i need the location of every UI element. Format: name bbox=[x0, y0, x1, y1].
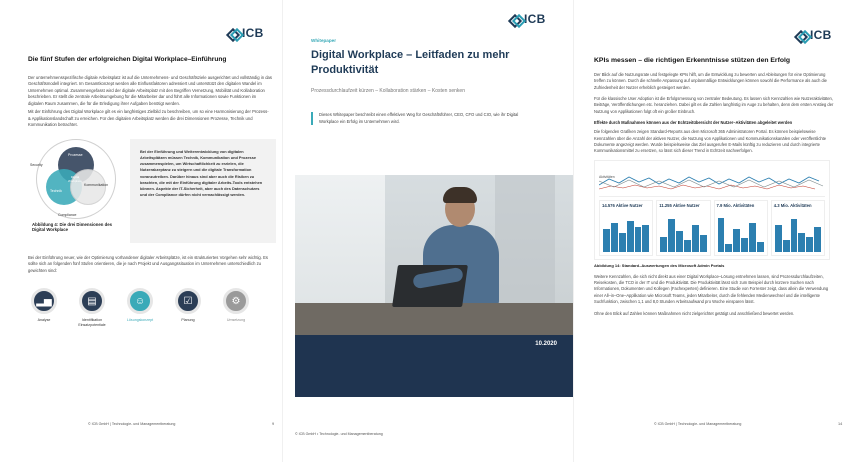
paragraph: Für die klassische User Adoption ist die Erfolgsmessung von zentraler Bedeutung. Es lassen sich Kennzahlen wie Nutzeraktivitäten, Beiträge, Veröffentlichungen etc. heranziehen. Dabei gilt es die Zahlen langfristig im Auge zu behalten, denn dem ersten Anstieg der Nutzung von Applikationen folgt oft ein großer Einbruch. bbox=[594, 96, 834, 114]
cover-subtitle: Prozessdurchlaufzeit kürzen – Kollaboration stärken – Kosten senken bbox=[311, 88, 465, 94]
date-bar bbox=[295, 335, 573, 397]
cover-page bbox=[283, 0, 573, 462]
venn-label-compliance: Compliance bbox=[58, 212, 77, 217]
paragraph: Die folgenden Grafiken zeigen Standard-Reports aus dem Microsoft 365 Administratoren Portal. Es können beispielsweise Kennzahlen über die Anzahl der aktiven Nutzer, die Nutzung von Applikationen und Kommunikationskanälen oder veröffentlichte Dokumente angezeigt werden. Wurde beispielsweise das Ziel ausgerufen E-Mails künftig zu reduzieren und durch integrierte Kommunikationsmittel zu ersetzen, so lässt sich dieser Trend in Echtzeit nachverfolgen. bbox=[594, 129, 827, 154]
left-page bbox=[0, 0, 283, 462]
paragraph: Der Blick auf die Nutzungsrate und festgelegte KPIs hilft, um die Entwicklung zu bewerten und Ableitungen für eine Optimierung treffen zu können. Durch die schnelle Anpassung auf unplanmäßige Entwicklungen können sowohl die Performance als auch die Zufriedenheit der Nutzer erheblich gesteigert werden. bbox=[594, 72, 827, 90]
five-steps bbox=[24, 288, 272, 327]
icb-logo-mark-icon bbox=[510, 14, 521, 25]
photo-desk bbox=[295, 303, 573, 335]
people-icon: ☺ bbox=[127, 288, 153, 314]
step-analysis bbox=[24, 288, 64, 327]
right-page bbox=[573, 0, 850, 462]
page-number: 14 bbox=[838, 422, 843, 426]
kpi-bars bbox=[603, 214, 649, 252]
paragraph-bold: Effekte durch Maßnahmen können aus der Echtzeitübersicht der Nutzer–Aktivitäten abgeleitet werden bbox=[594, 120, 793, 126]
gear-icon: ⚙ bbox=[223, 288, 249, 314]
kpi-tile bbox=[771, 200, 825, 256]
cover-kicker: Whitepaper bbox=[311, 38, 337, 43]
paragraph: Der unternehmensspezifische digitale Arbeitsplatz ist auf die Unternehmens- und Geschäftsziele ausgerichtet und vollständig in das Geschäftsmodell integriert. Im Gesamtkonzept werden alle Einflussfaktoren adressiert und unterstützt den digitalen Wandel im Unternehmen optimal. Zusammengefasst wird der digitale Arbeitsplatz mit den Begriffen Vernetzung, Mobilität und Kollaboration beschrieben. Er stellt die zentrale Arbeitsumgebung für die Mitarbeiter dar und führt alle Informationen sowie Funktionen im digitalen Raum zusammen, die für die Erledigung ihrer Aufgaben benötigt werden. bbox=[28, 74, 272, 106]
logo-text: ICB bbox=[524, 12, 546, 26]
step-label: Planung bbox=[181, 318, 195, 323]
kpi-tiles bbox=[599, 200, 825, 256]
logo-text: ICB bbox=[242, 26, 264, 40]
step-identification bbox=[72, 288, 112, 327]
figure-caption: Abbildung 14: Standard–Auswertungen des Microsoft Admin Portals bbox=[594, 262, 725, 268]
kpi-bars bbox=[660, 214, 706, 252]
kpi-value: 7.9 Mio. Aktivitäten bbox=[716, 202, 755, 208]
kpi-value: 14.576 Aktive Nutzer bbox=[602, 202, 643, 208]
page-footer: © ICB GmbH | Technologie- und Managementberatung bbox=[654, 422, 742, 426]
kpi-value: 11.255 Aktive Nutzer bbox=[659, 202, 700, 208]
kpi-bars bbox=[718, 214, 764, 252]
paragraph: Mit der Einführung des Digital Workplace gilt es ein langfristiges Zielbild zu beschreiben, um so eine Harmonisierung der Prozess- & Applikationslandschaft zu erreichen. Für den digitalen Arbeitsplatz werden die drei Dimensionen Prozesse, Technik und Kommunikation betrachtet. bbox=[28, 109, 269, 128]
kpi-text-continued bbox=[594, 274, 836, 317]
section-heading: Die fünf Stufen der erfolgreichen Digital Workplace–Einführung bbox=[28, 56, 227, 63]
cover-photo bbox=[295, 175, 573, 335]
dimensions-figure bbox=[28, 139, 272, 249]
icb-logo bbox=[228, 26, 264, 40]
activity-line-chart bbox=[599, 165, 825, 197]
step-solution bbox=[120, 288, 160, 327]
step-implementation bbox=[216, 288, 256, 327]
paragraph: Ohne den Blick auf Zahlen können Maßnahmen nicht zielgerichtet getätigt und anschließend bewertet werden. bbox=[594, 310, 795, 316]
icb-logo-mark-icon bbox=[796, 30, 807, 41]
checklist-icon: ☑ bbox=[175, 288, 201, 314]
kpi-text bbox=[594, 72, 836, 155]
venn-label-top: Prozesse bbox=[68, 152, 83, 157]
section-heading: KPIs messen – die richtigen Erkenntnisse stützen den Erfolg bbox=[594, 57, 791, 64]
document-icon: ▤ bbox=[79, 288, 105, 314]
cover-title: Digital Workplace – Leitfaden zu mehr Produktivität bbox=[311, 49, 510, 76]
figure-caption: Abbildung 4: Die drei Dimensionen des Digital Workplace bbox=[32, 221, 112, 233]
venn-label-left: Technik bbox=[50, 188, 62, 193]
step-label: Analyse bbox=[37, 318, 51, 323]
venn-label-center: Digital Workplace bbox=[67, 174, 83, 183]
photo-person-hair bbox=[443, 187, 477, 203]
chart-icon: ▂▅ bbox=[31, 288, 57, 314]
icb-logo bbox=[796, 28, 832, 42]
kpi-value: 4.3 Mio. Aktivitäten bbox=[773, 202, 812, 208]
cover-date: 10.2020 bbox=[535, 341, 557, 347]
cover-quote: Dieses Whitepaper beschreibt einen effektiven Weg für Geschäftsführer, CEO, CFO und CIO, wie ihr Digital Workplace ein Erfolg im Unternehmen wird. bbox=[311, 112, 539, 125]
kpi-bars bbox=[775, 214, 821, 252]
kpi-tile bbox=[656, 200, 710, 256]
page-footer: © ICB GmbH | Technologie- und Managementberatung bbox=[88, 422, 176, 426]
step-label: Umsetzung bbox=[226, 318, 246, 323]
kpi-tile bbox=[714, 200, 768, 256]
activity-lines bbox=[599, 167, 825, 195]
logo-text: ICB bbox=[810, 28, 832, 42]
steps-intro: Bei der Einführung neuer, wie der Optimierung vorhandener digitaler Arbeitsplätze, ist ein strukturiertes Vorgehen sehr wichtig. Es sollte sich an folgenden fünf Stufen orientieren, die je nach Projekt und Ausgangssituation im Unternehmen unterschiedlich zu gewichten sind: bbox=[28, 254, 268, 273]
icb-logo-mark-icon bbox=[228, 28, 239, 39]
step-planning bbox=[168, 288, 208, 327]
venn-label-right: Kommunikation bbox=[84, 182, 109, 187]
quote-box: Bei der Einführung und Weiterentwicklung von digitalen Arbeitsplätzen müssen Technik, Kommunikation und Prozesse zusammenspielen, um Wirtschaftlichkeit zu erzielen, die Nutzerakzeptanz zu steigern und die digitale Transformation voranzutreiben. Darüber hinaus sind aber auch die Risiken zu beachten, die mit der Einführung digitaler Arbeits-Tools entstehen können. Aspekte der IT-Sicherheit, aber auch des Datenschutzes und der Compliance dürfen nicht vernachlässigt werden. bbox=[130, 139, 276, 243]
kpi-tile bbox=[599, 200, 653, 256]
page-number: 9 bbox=[272, 422, 275, 426]
step-label: Lösungskonzept bbox=[126, 318, 154, 323]
page-footer: © ICB GmbH • Technologie- und Managementberatung bbox=[295, 432, 383, 436]
paragraph: Weitere Kennzahlen, die sich nicht direkt aus einer Digital Workplace–Lösung entnehmen lassen, sind Prozessdurchlaufzeiten, Reisekosten, die TCO in der IT und die Produktivität. Die Produktivität lässt sich zum Beispiel durch kürzere Suchen nach Informationen, Dokumenten und Kollegen (Fachexperten) definieren. Eine Studie von Forrester zeigt, dass allein die Verwendung einer All–in–One–Applikation wie Microsoft Teams, jeden Mitarbeiter, durch die fehlenden Medienwechsel und die intelligente Suchfunktion, zwischen 1,1 und 8,0 Stunden Arbeitsaufwand pro Woche einsparen lässt. bbox=[594, 273, 829, 305]
intro-text bbox=[28, 75, 272, 129]
admin-dashboard-screenshot bbox=[594, 160, 830, 260]
step-label: Identifikation Einsatzpotentiale bbox=[78, 318, 106, 327]
venn-label-security: Security bbox=[30, 162, 43, 167]
icb-logo bbox=[510, 12, 546, 26]
dashboard-title: Aktivitäten bbox=[599, 174, 615, 179]
